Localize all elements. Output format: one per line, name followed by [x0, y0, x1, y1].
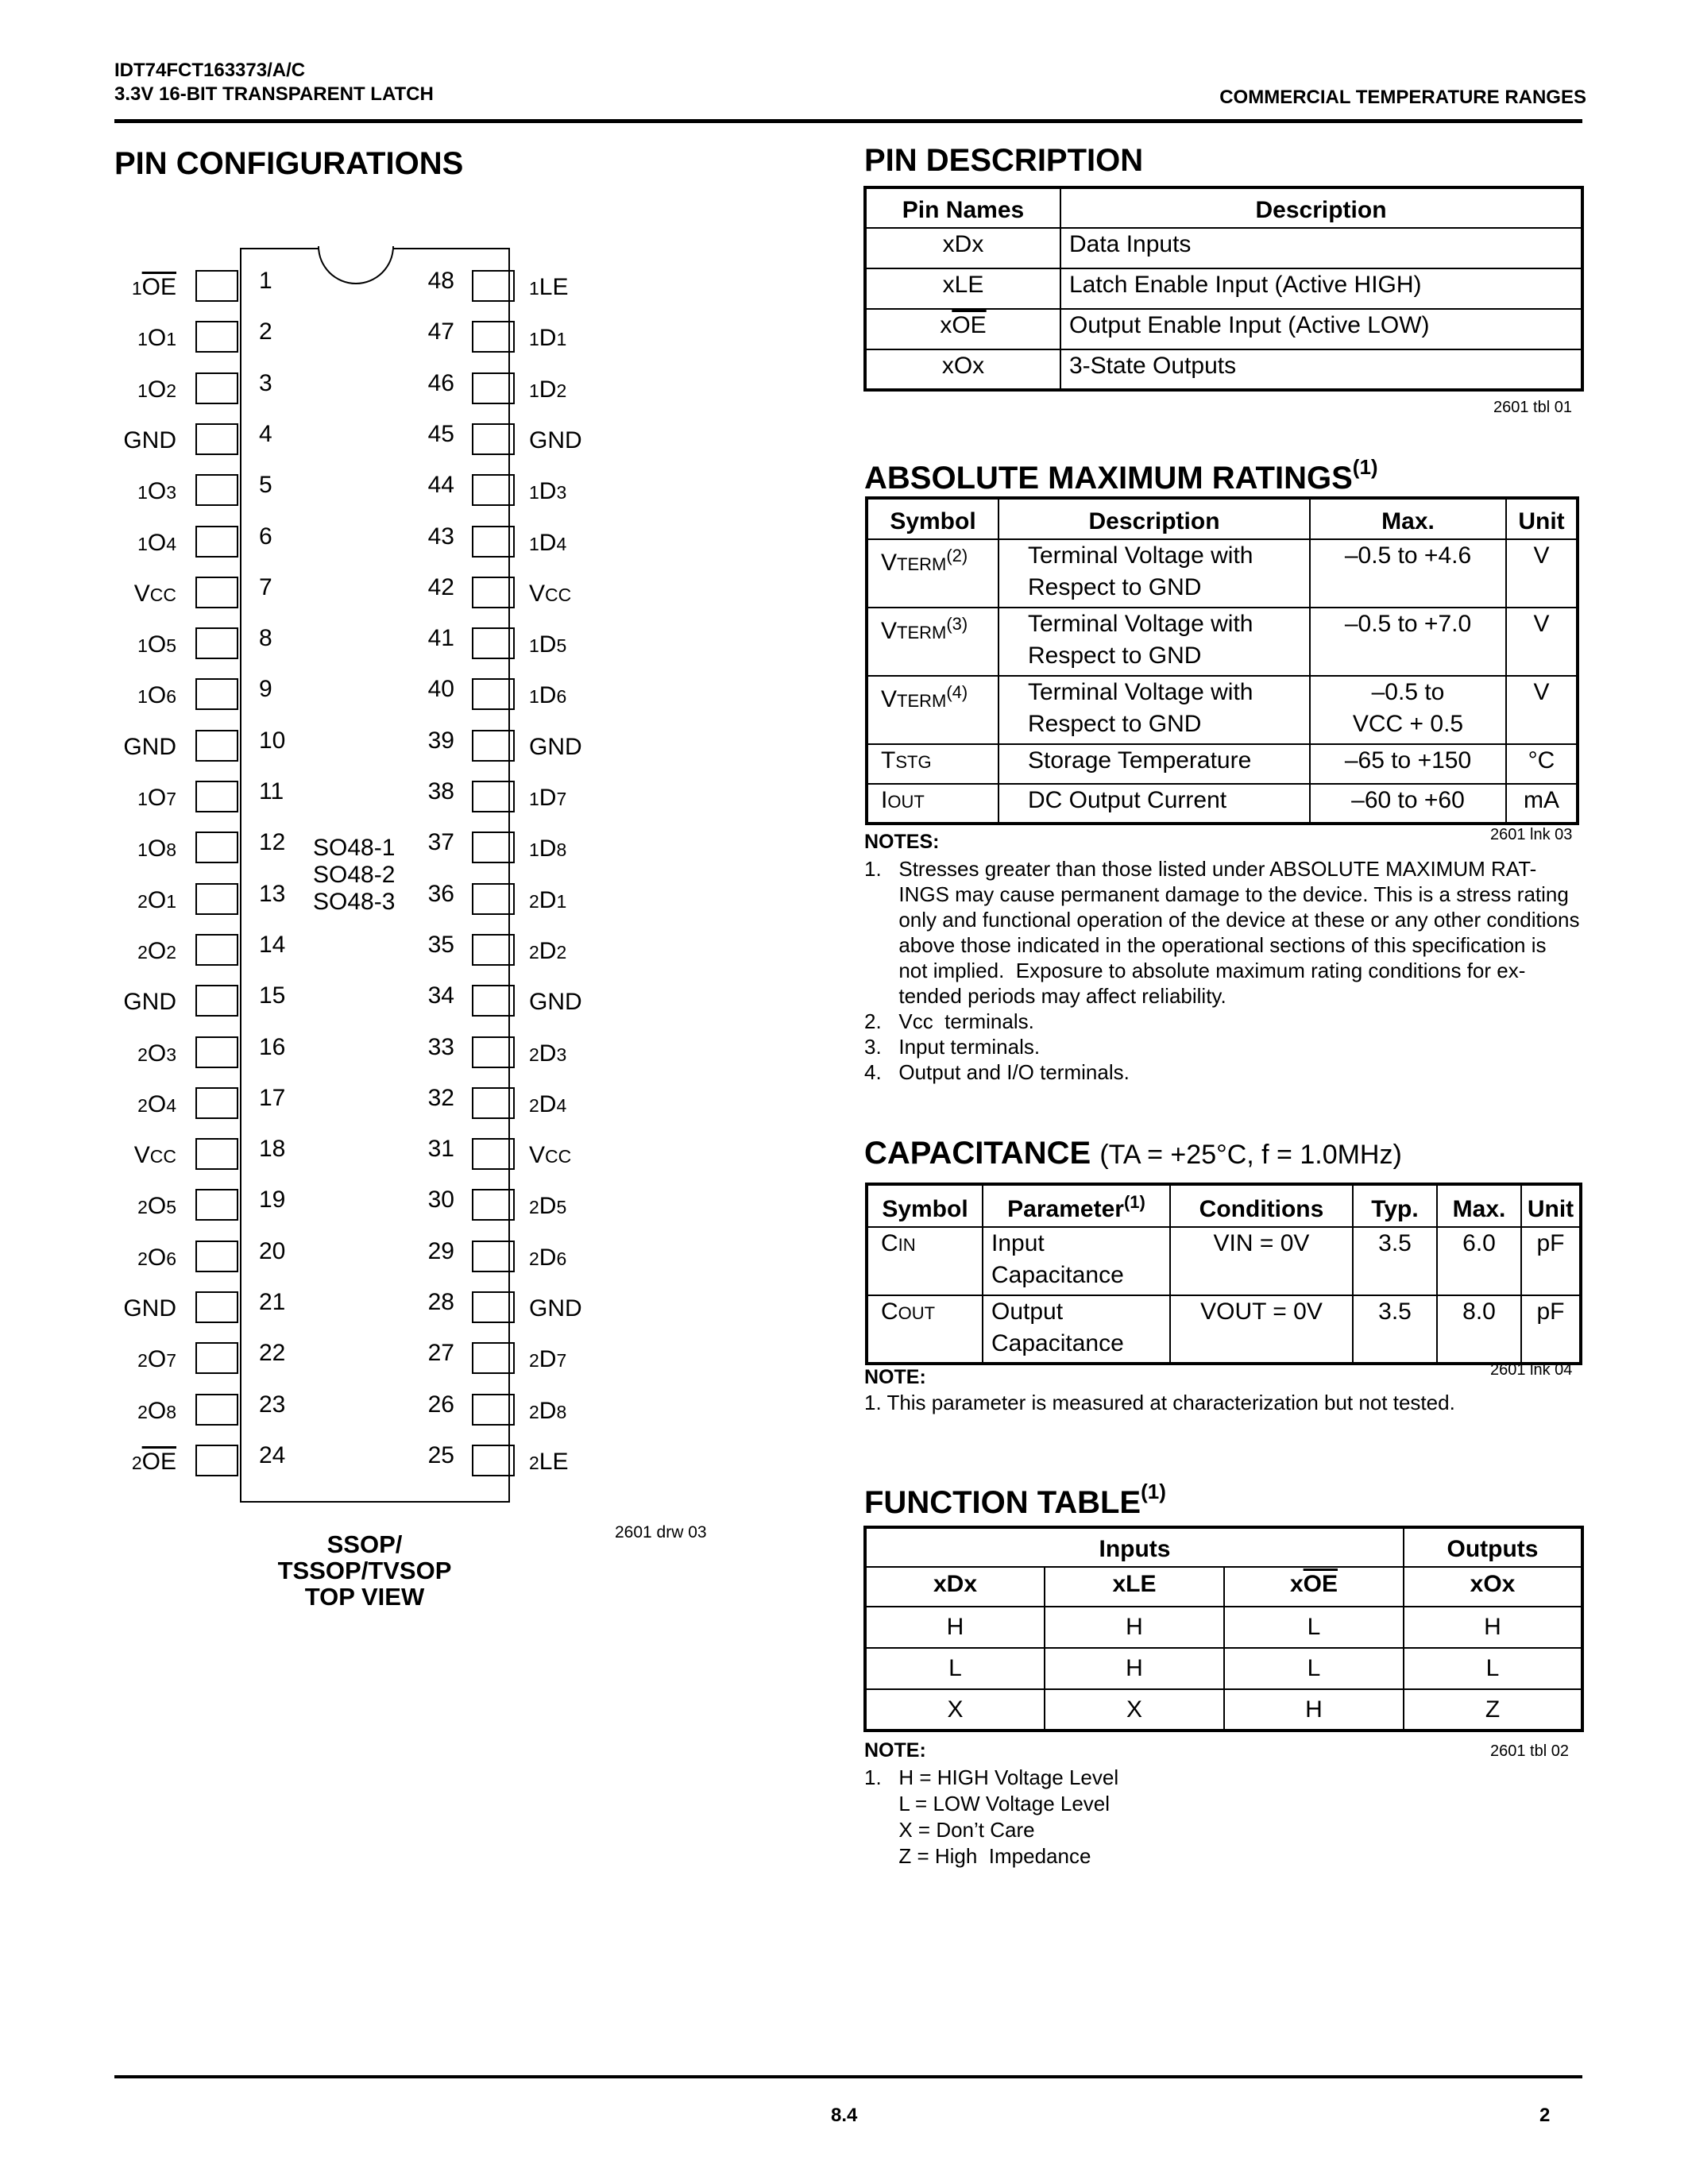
note-title: NOTE: — [864, 1739, 926, 1761]
pin-label: 1D6 — [529, 682, 567, 709]
description-cell: Terminal Voltage with Respect to GND — [999, 539, 1310, 608]
pin-number: 43 — [427, 523, 454, 550]
pin-number: 24 — [259, 1441, 286, 1468]
unit-cell: V — [1506, 539, 1578, 608]
table-row — [867, 1227, 1581, 1295]
pin-label: VCC — [529, 580, 572, 607]
parameter-cell: Output Capacitance — [983, 1295, 1170, 1364]
pin-lead — [472, 934, 515, 966]
pin-label: 2O5 — [137, 1193, 176, 1220]
note-line: Z = High Impedance — [864, 1844, 1091, 1868]
max-cell: –65 to +150 — [1310, 744, 1506, 784]
pin-label: 1D5 — [529, 631, 567, 658]
pin-label: GND — [529, 426, 582, 453]
conditions-cell: VIN = 0V — [1170, 1227, 1353, 1295]
table-cell: X — [865, 1689, 1045, 1731]
col-header: Pin Names — [865, 187, 1060, 228]
notes-title: NOTES: — [864, 831, 940, 853]
pin-number: 13 — [259, 880, 286, 907]
table-row — [867, 784, 1578, 824]
col-header: Typ. — [1353, 1184, 1437, 1227]
package-label: SO48-3 — [313, 889, 396, 915]
pin-label: 1D4 — [529, 529, 567, 556]
pin-number: 20 — [259, 1237, 286, 1264]
pin-number: 48 — [427, 268, 454, 294]
pin-label: VCC — [133, 1142, 176, 1169]
pin-lead — [195, 372, 238, 404]
outputs-group-header: Outputs — [1404, 1527, 1582, 1567]
table-row — [867, 539, 1578, 608]
table-cell: L — [1224, 1607, 1404, 1648]
pin-number: 28 — [427, 1289, 454, 1315]
pin-lead — [195, 1087, 238, 1119]
pin-number: 17 — [259, 1084, 286, 1111]
col-header: xDx — [865, 1567, 1045, 1607]
pin-label: 2O7 — [137, 1346, 176, 1373]
table-cell: L — [865, 1648, 1045, 1689]
pin-label: 1O8 — [137, 835, 176, 862]
pin-label: 2D1 — [529, 886, 567, 913]
table-row — [867, 676, 1578, 744]
symbol-cell: TSTG — [867, 744, 999, 784]
table-row: $x\overline{OE}$ Output Enable Input (Active LOW) — [865, 309, 1582, 349]
pin-number: 3 — [259, 369, 272, 396]
pin-label: 2D8 — [529, 1397, 567, 1424]
capacitance-title: CAPACITANCE (TA = +25°C, f = 1.0MHz) — [864, 1136, 1402, 1171]
unit-cell: V — [1506, 608, 1578, 676]
drawing-code: 2601 drw 03 — [615, 1523, 707, 1542]
pin-number: 37 — [427, 829, 454, 856]
pin-lead — [195, 270, 238, 302]
pin-number: 32 — [427, 1084, 454, 1111]
note-line: only and functional operation of the device at these or any other conditions — [864, 908, 1580, 932]
pin-number: 41 — [427, 625, 454, 652]
header-subtitle: 3.3V 16-BIT TRANSPARENT LATCH — [114, 83, 434, 105]
pin-lead — [195, 1138, 238, 1170]
pin-lead — [472, 1138, 515, 1170]
note-line: L = LOW Voltage Level — [864, 1792, 1111, 1815]
table-cell: H — [1045, 1607, 1224, 1648]
pin-number: 4 — [259, 420, 272, 447]
pin-lead — [195, 1394, 238, 1426]
pin-config-title: PIN CONFIGURATIONS — [114, 146, 464, 181]
pin-label: GND — [123, 989, 176, 1016]
pin-label: $2\overline{OE}$ — [131, 1448, 176, 1475]
pin-lead — [195, 577, 238, 608]
table-row — [867, 1295, 1581, 1364]
pin-label: GND — [123, 1295, 176, 1322]
pin-label: 2D3 — [529, 1040, 567, 1067]
pin-label: 1D1 — [529, 325, 567, 352]
table-row: xLE Latch Enable Input (Active HIGH) — [865, 268, 1582, 309]
parameter-cell: Input Capacitance — [983, 1227, 1170, 1295]
pin-number: 23 — [259, 1391, 286, 1418]
pin-label: 1D7 — [529, 785, 567, 811]
pin-label: 2D5 — [529, 1193, 567, 1220]
pin-number: 5 — [259, 472, 272, 499]
col-header: Parameter$^{(1)}$ — [983, 1184, 1170, 1227]
note-line: not implied. Exposure to absolute maximum rating conditions for ex- — [864, 959, 1526, 982]
pin-lead — [472, 832, 515, 863]
table-cell: H — [865, 1607, 1045, 1648]
symbol-cell: COUT — [867, 1295, 983, 1364]
col-header: Max. — [1310, 498, 1506, 539]
pin-lead — [472, 270, 515, 302]
header-left — [114, 59, 434, 106]
unit-cell: mA — [1506, 784, 1578, 824]
capacitance-note: 1. This parameter is measured at characterization but not tested. — [864, 1391, 1455, 1414]
pin-number: 29 — [427, 1237, 454, 1264]
pin-lead — [195, 627, 238, 659]
pin-lead — [472, 321, 515, 353]
function-table — [863, 1526, 1584, 1732]
abs-max-table — [865, 496, 1579, 825]
pin-lead — [472, 781, 515, 812]
page-number: 2 — [1539, 2105, 1551, 2126]
pin-label: VCC — [529, 1142, 572, 1169]
pin-number: 47 — [427, 318, 454, 345]
pin-number: 26 — [427, 1391, 454, 1418]
table-code: 2601 lnk 04 — [1490, 1361, 1573, 1379]
pin-lead — [195, 1241, 238, 1272]
pin-label: GND — [123, 733, 176, 760]
table-cell: L — [1404, 1648, 1582, 1689]
pin-label: 2D4 — [529, 1090, 567, 1117]
col-header: Unit — [1521, 1184, 1581, 1227]
pin-lead — [472, 1087, 515, 1119]
pin-number: 34 — [427, 982, 454, 1009]
description-cell: Terminal Voltage with Respect to GND — [999, 676, 1310, 744]
pin-lead — [195, 526, 238, 558]
pin-label: 1O5 — [137, 631, 176, 658]
pin-number: 38 — [427, 778, 454, 805]
pin-number: 1 — [259, 268, 272, 294]
pin-label: 2O2 — [137, 937, 176, 964]
symbol-cell: VTERM$^{(4)}$ — [867, 676, 999, 744]
note-line: above those indicated in the operational sections of this specification is — [864, 933, 1547, 957]
pin-lead — [195, 934, 238, 966]
table-row — [867, 744, 1578, 784]
note-line: X = Don’t Care — [864, 1818, 1035, 1842]
pin-label: 2D6 — [529, 1244, 567, 1271]
symbol-cell: VTERM$^{(2)}$ — [867, 539, 999, 608]
table-cell: Z — [1404, 1689, 1582, 1731]
pin-label: 2O1 — [137, 886, 176, 913]
pin-label: GND — [529, 733, 582, 760]
package-label: SO48-1 — [313, 835, 396, 861]
table-cell: H — [1404, 1607, 1582, 1648]
pin-number: 9 — [259, 676, 272, 703]
pin-number: 46 — [427, 369, 454, 396]
pin-number: 33 — [427, 1033, 454, 1060]
pin-label: VCC — [133, 580, 176, 607]
col-header: xOx — [1404, 1567, 1582, 1607]
pin-number: 44 — [427, 472, 454, 499]
pin-number: 30 — [427, 1187, 454, 1214]
pin-label: 2O6 — [137, 1244, 176, 1271]
col-header: Max. — [1437, 1184, 1521, 1227]
pin-lead — [195, 781, 238, 812]
pin-label: 1D2 — [529, 376, 567, 403]
pin-number: 16 — [259, 1033, 286, 1060]
symbol-cell: VTERM$^{(3)}$ — [867, 608, 999, 676]
pin-number: 14 — [259, 931, 286, 958]
pin-number: 31 — [427, 1136, 454, 1163]
pin-number: 18 — [259, 1136, 286, 1163]
pin-number: 21 — [259, 1289, 286, 1315]
pin-label: 1D3 — [529, 478, 567, 505]
pin-label: GND — [123, 426, 176, 453]
pin-lead — [195, 423, 238, 455]
pin-number: 8 — [259, 625, 272, 652]
note-line: 2. Vcc terminals. — [864, 1009, 1034, 1033]
part-number: IDT74FCT163373/A/C — [114, 60, 306, 81]
table-row — [865, 1607, 1582, 1648]
pin-description-table — [863, 186, 1584, 392]
pin-lead — [195, 883, 238, 915]
pin-lead — [195, 1291, 238, 1323]
pin-number: 45 — [427, 420, 454, 447]
col-header: Conditions — [1170, 1184, 1353, 1227]
pin-lead — [472, 577, 515, 608]
pin-number: 15 — [259, 982, 286, 1009]
description-cell: DC Output Current — [999, 784, 1310, 824]
note-line: tended periods may affect reliability. — [864, 984, 1226, 1008]
pin-label: 2O3 — [137, 1040, 176, 1067]
pin-label: $1\overline{OE}$ — [131, 274, 176, 300]
pin-lead — [195, 1342, 238, 1374]
typ-cell: 3.5 — [1353, 1295, 1437, 1364]
pin-lead — [472, 423, 515, 455]
table-cell: H — [1045, 1648, 1224, 1689]
pin-number: 19 — [259, 1187, 286, 1214]
description-cell: Storage Temperature — [999, 744, 1310, 784]
col-header: $x\overline{OE}$ — [1224, 1567, 1404, 1607]
function-table-title: FUNCTION TABLE$^{(1)}$ — [864, 1480, 1166, 1520]
note-title: NOTE: — [864, 1366, 926, 1388]
note-line: 1. Stresses greater than those listed under ABSOLUTE MAXIMUM RAT- — [864, 857, 1537, 881]
pin-lead — [195, 1036, 238, 1068]
table-row: xDx Data Inputs — [865, 228, 1582, 268]
table-row: xOx 3-State Outputs — [865, 349, 1582, 390]
pin-label: 1D8 — [529, 835, 567, 862]
description-cell: Terminal Voltage with Respect to GND — [999, 608, 1310, 676]
table-row — [865, 1648, 1582, 1689]
max-cell: 6.0 — [1437, 1227, 1521, 1295]
pin-lead — [195, 730, 238, 762]
table-row — [867, 608, 1578, 676]
pin-label: 2LE — [529, 1448, 569, 1475]
unit-cell: °C — [1506, 744, 1578, 784]
col-header: xLE — [1045, 1567, 1224, 1607]
pin-lead — [195, 832, 238, 863]
pin-lead — [195, 1445, 238, 1476]
pin-lead — [472, 730, 515, 762]
pin-lead — [472, 1445, 515, 1476]
note-line: INGS may cause permanent damage to the device. This is a stress rating — [864, 882, 1569, 906]
pin-lead — [472, 474, 515, 506]
pin-number: 22 — [259, 1340, 286, 1367]
typ-cell: 3.5 — [1353, 1227, 1437, 1295]
max-cell: 8.0 — [1437, 1295, 1521, 1364]
view-label: SSOP/ TSSOP/TVSOP TOP VIEW — [277, 1530, 452, 1611]
table-row — [865, 1689, 1582, 1731]
table-cell: L — [1224, 1648, 1404, 1689]
pin-number: 12 — [259, 829, 286, 856]
pin-number: 36 — [427, 880, 454, 907]
pin-label: GND — [529, 989, 582, 1016]
pin-lead — [472, 1394, 515, 1426]
table-code: 2601 tbl 01 — [1493, 399, 1572, 416]
pin-label: 2O4 — [137, 1090, 176, 1117]
unit-cell: V — [1506, 676, 1578, 744]
pin-label: 1O3 — [137, 478, 176, 505]
pin-lead — [195, 321, 238, 353]
package-label: SO48-2 — [313, 862, 396, 888]
unit-cell: pF — [1521, 1227, 1581, 1295]
col-header: Symbol — [867, 1184, 983, 1227]
pin-lead — [195, 1189, 238, 1221]
pin-lead — [472, 1241, 515, 1272]
pin-label: 1O4 — [137, 529, 176, 556]
pin-number: 11 — [259, 778, 284, 805]
pin-label: 2D7 — [529, 1346, 567, 1373]
note-line: 1. H = HIGH Voltage Level — [864, 1765, 1119, 1789]
pin-description-title: PIN DESCRIPTION — [864, 143, 1144, 178]
pin-lead — [195, 985, 238, 1017]
pin-lead — [472, 627, 515, 659]
max-cell: –60 to +60 — [1310, 784, 1506, 824]
pin-lead — [472, 526, 515, 558]
pin-label: 1O7 — [137, 785, 176, 811]
table-code: 2601 tbl 02 — [1490, 1742, 1569, 1760]
footer-rule — [114, 2075, 1582, 2078]
table-cell: X — [1045, 1689, 1224, 1731]
pin-label: 1O1 — [137, 325, 176, 352]
pin-number: 2 — [259, 318, 272, 345]
pin-lead — [472, 678, 515, 710]
header-range: COMMERCIAL TEMPERATURE RANGES — [1219, 87, 1586, 108]
col-header: Description — [1060, 187, 1582, 228]
pin-lead — [472, 372, 515, 404]
max-cell: –0.5 to +4.6 — [1310, 539, 1506, 608]
symbol-cell: CIN — [867, 1227, 983, 1295]
pin-lead — [195, 678, 238, 710]
pin-label: 1LE — [529, 274, 569, 300]
note-line: 4. Output and I/O terminals. — [864, 1060, 1130, 1084]
pin-lead — [472, 985, 515, 1017]
symbol-cell: IOUT — [867, 784, 999, 824]
pin-lead — [472, 1342, 515, 1374]
unit-cell: pF — [1521, 1295, 1581, 1364]
pin-number: 6 — [259, 523, 272, 550]
inputs-group-header: Inputs — [865, 1527, 1404, 1567]
pin-label: GND — [529, 1295, 582, 1322]
header-rule — [114, 119, 1582, 123]
pin-number: 40 — [427, 676, 454, 703]
col-header: Unit — [1506, 498, 1578, 539]
pin-lead — [472, 1189, 515, 1221]
footer-section: 8.4 — [831, 2105, 858, 2126]
abs-max-title: ABSOLUTE MAXIMUM RATINGS$^{(1)}$ — [864, 455, 1378, 496]
note-line: 3. Input terminals. — [864, 1035, 1041, 1059]
pin-number: 7 — [259, 573, 272, 600]
col-header: Symbol — [867, 498, 999, 539]
conditions-cell: VOUT = 0V — [1170, 1295, 1353, 1364]
pin-label: 1O2 — [137, 376, 176, 403]
max-cell: –0.5 to VCC + 0.5 — [1310, 676, 1506, 744]
max-cell: –0.5 to +7.0 — [1310, 608, 1506, 676]
pin-number: 27 — [427, 1340, 454, 1367]
pin-number: 25 — [427, 1441, 454, 1468]
pin-label: 1O6 — [137, 682, 176, 709]
pin-number: 39 — [427, 727, 454, 754]
pin-lead — [195, 474, 238, 506]
pin-label: 2D2 — [529, 937, 567, 964]
pin-lead — [472, 1291, 515, 1323]
pin-number: 10 — [259, 727, 286, 754]
pin-number: 35 — [427, 931, 454, 958]
pin-lead — [472, 883, 515, 915]
col-header: Description — [999, 498, 1310, 539]
table-code: 2601 lnk 03 — [1490, 826, 1573, 843]
pin-lead — [472, 1036, 515, 1068]
table-cell: H — [1224, 1689, 1404, 1731]
capacitance-table — [865, 1183, 1582, 1365]
pin-number: 42 — [427, 573, 454, 600]
pin-label: 2O8 — [137, 1397, 176, 1424]
